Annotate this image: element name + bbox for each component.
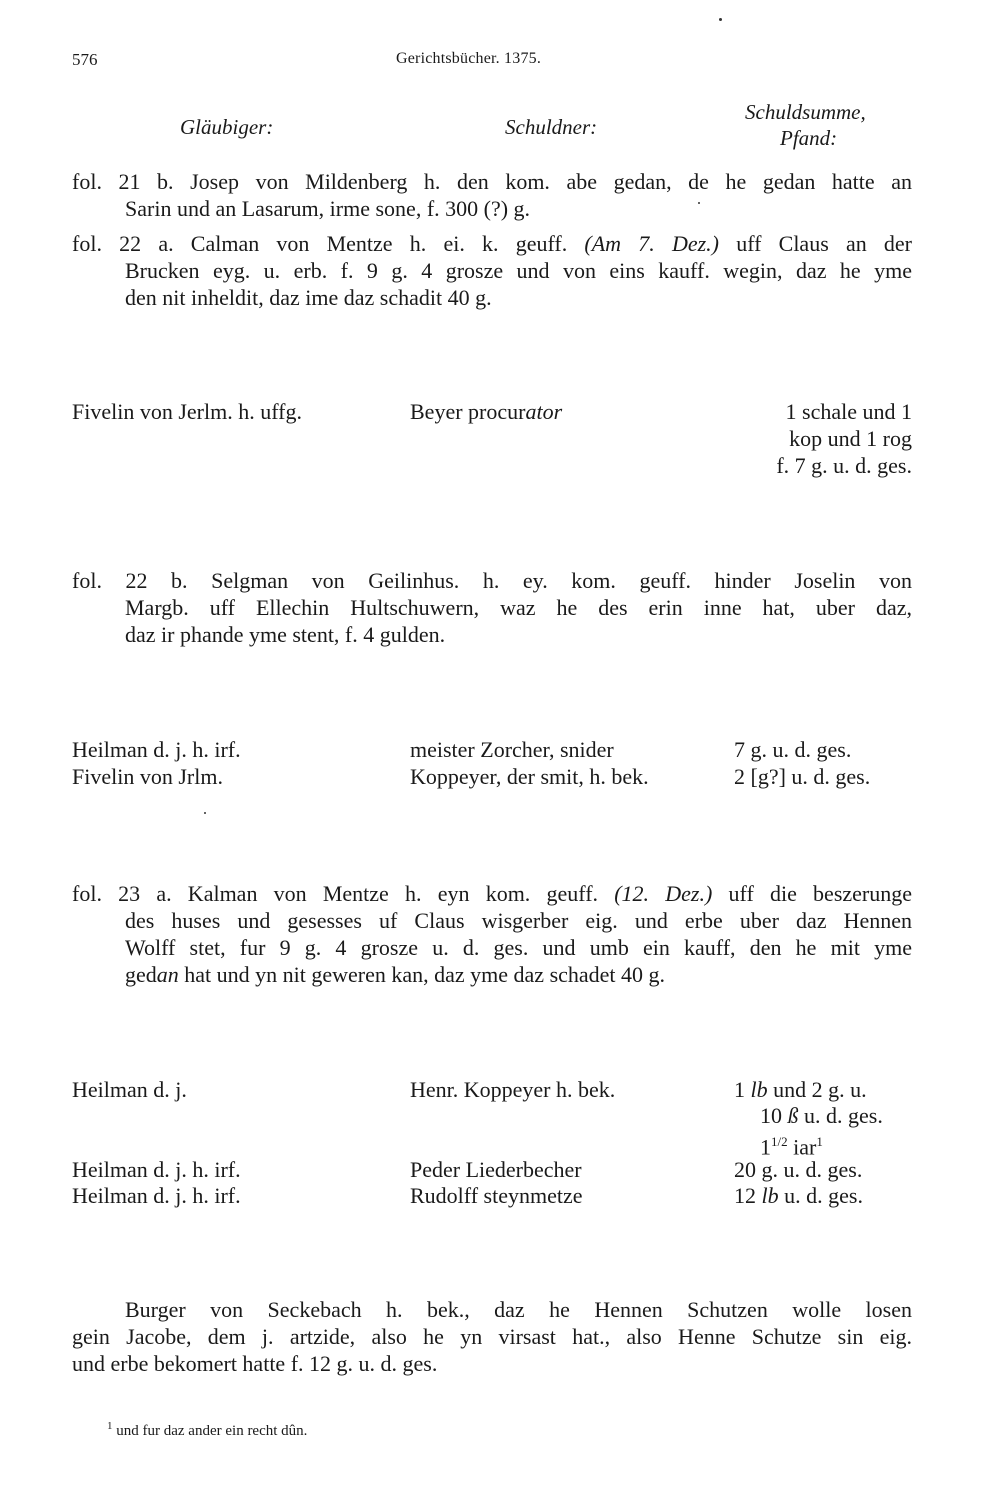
- entry-line: Wolff stet, fur 9 g. 4 grosze u. d. ges. und umb ein kauff, den he mit yme: [125, 935, 912, 960]
- entry-line: und erbe bekomert hatte f. 12 g. u. d. ges.: [72, 1351, 438, 1376]
- scan-speck: [204, 812, 206, 814]
- debtor-cell: Peder Liederbecher: [410, 1157, 582, 1182]
- entry-text: uff die beszerunge: [728, 881, 912, 906]
- entry-fol-23a: [72, 880, 912, 988]
- debtor-cell: [410, 398, 562, 425]
- amount-cell: 7 g. u. d. ges.: [734, 737, 852, 762]
- footnote-text: und fur daz ander ein recht dûn.: [116, 1423, 308, 1439]
- entry-line: den nit inheldit, daz ime daz schadit 40 g.: [125, 285, 492, 310]
- debtor-cell: meister Zorcher, snider: [410, 737, 614, 762]
- entry-line: [72, 230, 912, 257]
- amount-cell: 1 schale und 1: [785, 399, 912, 424]
- creditor-cell: Heilman d. j.: [72, 1077, 187, 1102]
- entry-fol-22a: [72, 230, 912, 311]
- amount-text: u. d. ges.: [778, 1183, 863, 1208]
- date-note: (12. Dez.): [614, 881, 713, 906]
- creditor-cell: Heilman d. j. h. irf.: [72, 737, 241, 762]
- creditor-cell: Fivelin von Jerlm. h. uffg.: [72, 399, 302, 424]
- footnote-marker: 1: [107, 1420, 113, 1432]
- column-heading-creditor: Gläubiger:: [180, 115, 274, 139]
- entry-line: fol. 21 b. Josep von Mildenberg h. den kom. abe gedan, de he gedan hatte an: [72, 169, 912, 194]
- entry-line: daz ir phande yme stent, f. 4 gulden.: [125, 622, 446, 647]
- pound-symbol: lb: [750, 1077, 768, 1102]
- paragraph-burger: [72, 1296, 912, 1377]
- debtor-cell: Koppeyer, der smit, h. bek.: [410, 764, 649, 789]
- creditor-cell: Fivelin von Jrlm.: [72, 764, 223, 789]
- entry-text: ged: [125, 962, 157, 987]
- entry-text: uff Claus an der: [736, 231, 912, 256]
- shilling-symbol: ß: [787, 1103, 799, 1128]
- entry-line: [72, 880, 912, 907]
- amount-text: 1: [760, 1134, 771, 1160]
- fraction: 1/2: [771, 1134, 788, 1149]
- entry-text: fol. 23 a. Kalman von Mentze h. eyn kom. geuff.: [72, 881, 599, 906]
- amount-cell: kop und 1 rog: [789, 426, 912, 451]
- amount-text: u. d. ges.: [798, 1103, 883, 1128]
- date-note: (Am 7. Dez.): [584, 231, 719, 256]
- amount-text: 10: [760, 1103, 788, 1128]
- entry-line: des huses und gesesses uf Claus wisgerber eig. und erbe uber daz Hennen: [125, 908, 912, 933]
- amount-cell: [734, 1076, 867, 1103]
- running-head: Gerichtsbücher. 1375.: [396, 50, 542, 67]
- amount-cell: 2 [g?] u. d. ges.: [734, 764, 871, 789]
- column-heading-debtor: Schuldner:: [505, 115, 598, 139]
- pound-symbol: lb: [761, 1183, 779, 1208]
- scan-speck: [698, 202, 700, 204]
- amount-cell: [760, 1102, 883, 1129]
- entry-line: Sarin und an Lasarum, irme sone, f. 300 (?) g.: [125, 196, 531, 221]
- page-number: 576: [72, 50, 98, 69]
- entry-line: [72, 961, 912, 988]
- debtor-cell: Henr. Koppeyer h. bek.: [410, 1077, 616, 1102]
- entry-text-italic: an: [156, 962, 179, 987]
- amount-text: und 2 g. u.: [767, 1077, 867, 1102]
- amount-text: iar: [787, 1134, 817, 1160]
- amount-cell: 20 g. u. d. ges.: [734, 1157, 863, 1182]
- entry-line: Brucken eyg. u. erb. f. 9 g. 4 grosze und von eins kauff. wegin, daz he yme: [125, 258, 912, 283]
- entry-line: Margb. uff Ellechin Hultschuwern, waz he des erin inne hat, uber daz,: [125, 595, 912, 620]
- column-heading-pledge: Pfand:: [780, 126, 838, 150]
- column-heading-amount: Schuldsumme,: [745, 100, 866, 124]
- entry-fol-21b: [72, 168, 912, 222]
- amount-cell: [734, 1182, 863, 1209]
- entry-line: fol. 22 b. Selgman von Geilinhus. h. ey. kom. geuff. hinder Joselin von: [72, 568, 912, 593]
- amount-text: 1: [734, 1077, 751, 1102]
- amount-cell: f. 7 g. u. d. ges.: [776, 453, 912, 478]
- footnote: [107, 1420, 307, 1440]
- creditor-cell: Heilman d. j. h. irf.: [72, 1157, 241, 1182]
- amount-text: 12: [734, 1183, 762, 1208]
- entry-line: Burger von Seckebach h. bek., daz he Hennen Schutzen wolle losen: [125, 1297, 912, 1322]
- scan-speck: [719, 18, 722, 21]
- debtor-text-italic: ator: [525, 399, 563, 424]
- entry-fol-22b: [72, 567, 912, 648]
- debtor-cell: Rudolff steynmetze: [410, 1183, 583, 1208]
- entry-text: hat und yn nit geweren kan, daz yme daz schadet 40 g.: [178, 962, 666, 987]
- footnote-ref: 1: [816, 1134, 823, 1149]
- entry-text: fol. 22 a. Calman von Mentze h. ei. k. geuff.: [72, 231, 568, 256]
- debtor-text: Beyer procur: [410, 399, 526, 424]
- creditor-cell: Heilman d. j. h. irf.: [72, 1183, 241, 1208]
- entry-line: gein Jacobe, dem j. artzide, also he yn virsast hat., also Henne Schutze sin eig.: [72, 1324, 912, 1349]
